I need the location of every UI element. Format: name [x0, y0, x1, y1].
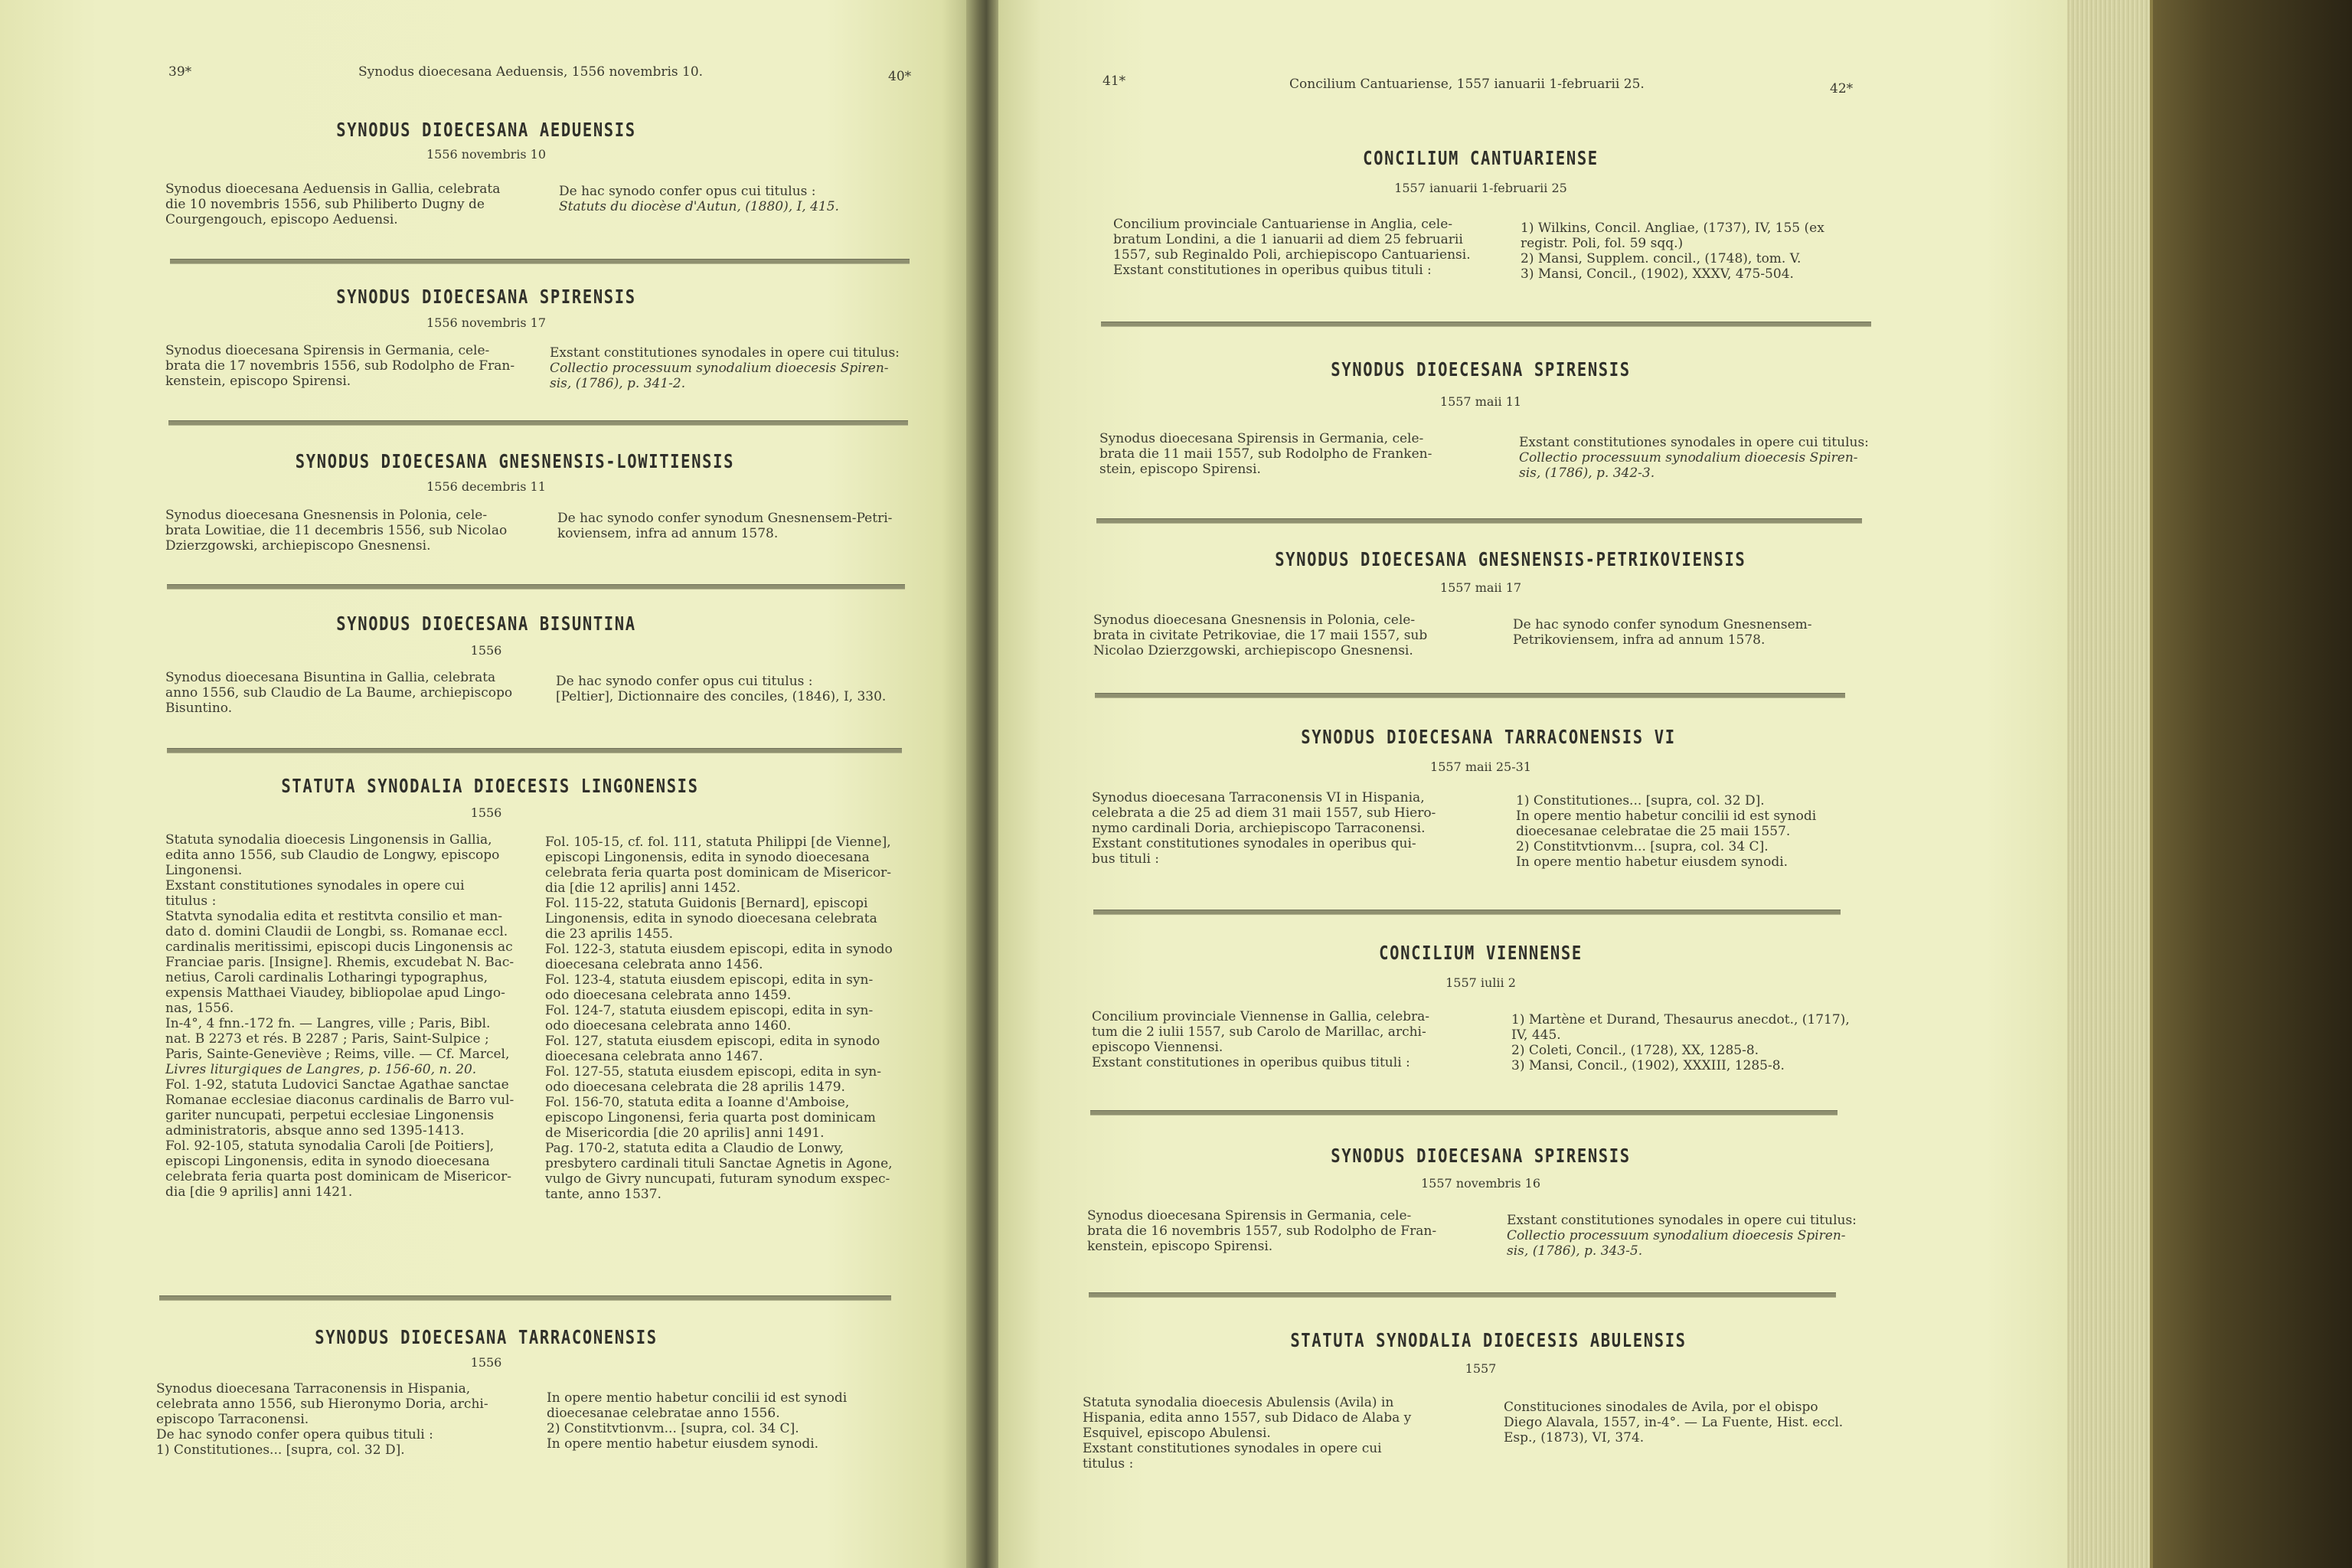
text-line: Synodus dioecesana Spirensis in Germania, cele- [1099, 431, 1424, 446]
text-line: Exstant constitutiones synodales in opere cui titulus: [550, 345, 900, 361]
text-line: expensis Matthaei Viaudey, bibliopolae apud Lingo- [165, 985, 505, 1001]
text-line: gariter nuncupati, perpetui ecclesiae Lingonensis [165, 1108, 495, 1123]
text-line: De hac synodo confer opus cui titulus : [556, 674, 813, 689]
right-page-running-title: Concilium Cantuariense, 1557 ianuarii 1-februarii 25. [1289, 77, 1645, 92]
text-line: episcopi Lingonensis, edita in synodo dioecesana [165, 1154, 490, 1169]
text-line: celebrata a die 25 ad diem 31 maii 1557, sub Hiero- [1092, 805, 1436, 821]
text-line: dato d. domini Claudii de Longbi, ss. Romanae eccl. [165, 924, 508, 939]
section-left-column [1083, 1395, 1481, 1472]
section-date: 1556 [470, 1355, 502, 1370]
section-divider [1096, 518, 1862, 524]
text-line: Fol. 123-4, statuta eiusdem episcopi, edita in syn- [545, 972, 874, 988]
text-line: brata die 17 novembris 1556, sub Rodolpho de Fran- [165, 358, 515, 374]
right-page-column-number-start: 41* [1102, 74, 1126, 89]
section-left-column [165, 832, 529, 1200]
text-line: bus tituli : [1092, 851, 1160, 867]
text-line: Hispania, edita anno 1557, sub Didaco de Alaba y [1083, 1410, 1412, 1426]
section-left-column [156, 1381, 520, 1458]
text-line: Exstant constitutiones synodales in operibus qui- [1092, 836, 1416, 851]
text-line: 1) Constitutiones... [supra, col. 32 D]. [156, 1442, 405, 1458]
text-line: Fol. 122-3, statuta eiusdem episcopi, edita in synodo [545, 942, 893, 957]
section-title: SYNODUS DIOECESANA SPIRENSIS [1331, 1145, 1631, 1167]
text-line: In opere mentio habetur eiusdem synodi. [1516, 854, 1788, 870]
text-line: Synodus dioecesana Gnesnensis in Polonia, cele- [165, 508, 488, 523]
section-right-column [1511, 1012, 1879, 1073]
section-date: 1557 ianuarii 1-februarii 25 [1394, 181, 1567, 195]
text-line: dioecesanae celebratae die 25 maii 1557. [1516, 824, 1791, 839]
text-line: koviensem, infra ad annum 1578. [557, 526, 779, 541]
section-title: SYNODUS DIOECESANA AEDUENSIS [336, 119, 636, 141]
text-line: 3) Mansi, Concil., (1902), XXXV, 475-504. [1521, 266, 1794, 282]
section-left-column [165, 670, 529, 716]
text-line: Exstant constitutiones in operibus quibus tituli : [1092, 1055, 1410, 1070]
text-line: dia [die 12 aprilis] anni 1452. [545, 880, 741, 896]
text-line: 2) Mansi, Supplem. concil., (1748), tom. V. [1521, 251, 1802, 266]
text-line: Collectio processuum synodalium dioecesis Spiren- [1519, 450, 1858, 466]
text-line: brata Lowitiae, die 11 decembris 1556, sub Nicolao [165, 523, 508, 538]
text-line: episcopo Tarraconensi. [156, 1412, 309, 1427]
section-right-column [559, 184, 919, 214]
text-line: Synodus dioecesana Tarraconensis VI in Hispania, [1092, 790, 1425, 805]
text-line: Fol. 1-92, statuta Ludovici Sanctae Agathae sanctae [165, 1077, 509, 1093]
section-left-column [1092, 1009, 1490, 1070]
page-edges [2067, 0, 2153, 1568]
section-title: SYNODUS DIOECESANA GNESNENSIS-LOWITIENSIS [295, 450, 735, 472]
text-line: Livres liturgiques de Langres, p. 156-60, n. 20. [165, 1062, 477, 1077]
section-right-column [1516, 793, 1883, 870]
text-line: [Peltier], Dictionnaire des conciles, (1846), I, 330. [556, 689, 887, 704]
text-line: Bisuntino. [165, 701, 233, 716]
text-line: episcopo Lingonensi, feria quarta post dominicam [545, 1110, 876, 1125]
text-line: Exstant constitutiones synodales in opere cui [1083, 1441, 1382, 1456]
section-divider [1101, 322, 1871, 327]
section-right-column [545, 835, 913, 1202]
text-line: Exstant constitutiones in operibus quibus tituli : [1113, 263, 1432, 278]
text-line: celebrata feria quarta post dominicam de Misericor- [545, 865, 891, 880]
text-line: odo dioecesana celebrata die 28 aprilis 1479. [545, 1080, 845, 1095]
text-line: In opere mentio habetur eiusdem synodi. [547, 1436, 819, 1452]
text-line: stein, episcopo Spirensi. [1099, 462, 1261, 477]
text-line: Synodus dioecesana Aeduensis in Gallia, celebrata [165, 181, 501, 197]
text-line: 2) Coleti, Concil., (1728), XX, 1285-8. [1511, 1043, 1759, 1058]
section-date: 1556 [470, 805, 502, 820]
text-line: Statuts du diocèse d'Autun, (1880), I, 415. [559, 199, 839, 214]
text-line: Esp., (1873), VI, 374. [1504, 1430, 1645, 1446]
text-line: sis, (1786), p. 343-5. [1507, 1243, 1643, 1259]
text-line: In opere mentio habetur concilii id est synodi [547, 1390, 848, 1406]
text-line: 2) Constitvtionvm... [supra, col. 34 C]. [1516, 839, 1769, 854]
book-cover [2153, 0, 2352, 1568]
section-title: SYNODUS DIOECESANA TARRACONENSIS VI [1301, 726, 1676, 748]
section-date: 1556 [470, 643, 502, 658]
text-line: Synodus dioecesana Tarraconensis in Hispania, [156, 1381, 471, 1396]
text-line: Synodus dioecesana Bisuntina in Gallia, celebrata [165, 670, 496, 685]
text-line: Paris, Sainte-Geneviève ; Reims, ville. — Cf. Marcel, [165, 1047, 510, 1062]
text-line: De hac synodo confer opera quibus tituli : [156, 1427, 433, 1442]
section-title: SYNODUS DIOECESANA SPIRENSIS [1331, 358, 1631, 381]
section-right-column [547, 1390, 906, 1452]
text-line: Statuta synodalia dioecesis Abulensis (Avila) in [1083, 1395, 1394, 1410]
text-line: tum die 2 iulii 1557, sub Carolo de Marillac, archi- [1092, 1024, 1426, 1040]
text-line: Exstant constitutiones synodales in opere cui titulus: [1519, 435, 1869, 450]
section-left-column [1113, 217, 1504, 278]
section-divider [167, 584, 905, 590]
text-line: brata die 16 novembris 1557, sub Rodolpho de Fran- [1087, 1223, 1437, 1239]
text-line: nas, 1556. [165, 1001, 234, 1016]
text-line: registr. Poli, fol. 59 sqq.) [1521, 236, 1684, 251]
text-line: bratum Londini, a die 1 ianuarii ad diem 25 februarii [1113, 232, 1463, 247]
section-right-column [557, 511, 917, 541]
text-line: brata die 11 maii 1557, sub Rodolpho de Franken- [1099, 446, 1432, 462]
section-date: 1557 novembris 16 [1420, 1176, 1541, 1191]
text-line: Synodus dioecesana Gnesnensis in Polonia, cele- [1093, 612, 1416, 628]
text-line: 2) Constitvtionvm... [supra, col. 34 C]. [547, 1421, 799, 1436]
section-divider [1093, 910, 1841, 915]
section-divider [1089, 1292, 1836, 1298]
left-page-running-title: Synodus dioecesana Aeduensis, 1556 novembris 10. [358, 64, 704, 80]
text-line: sis, (1786), p. 341-2. [550, 376, 686, 391]
text-line: 1) Constitutiones... [supra, col. 32 D]. [1516, 793, 1765, 808]
section-right-column [550, 345, 917, 391]
text-line: Fol. 127, statuta eiusdem episcopi, edita in synodo [545, 1034, 880, 1049]
left-page [0, 0, 971, 1568]
section-date: 1557 maii 17 [1439, 580, 1522, 595]
text-line: odo dioecesana celebrata anno 1459. [545, 988, 792, 1003]
text-line: cardinalis meritissimi, episcopi ducis Lingonensis ac [165, 939, 513, 955]
section-right-column [1521, 220, 1880, 282]
text-line: Fol. 127-55, statuta eiusdem episcopi, edita in syn- [545, 1064, 882, 1080]
section-divider [159, 1295, 891, 1301]
text-line: kenstein, episcopo Spirensi. [165, 374, 351, 389]
section-date: 1556 novembris 10 [426, 147, 547, 162]
text-line: netius, Caroli cardinalis Lotharingi typographus, [165, 970, 488, 985]
section-title: CONCILIUM CANTUARIENSE [1363, 147, 1599, 169]
section-left-column [1092, 790, 1490, 867]
text-line: 3) Mansi, Concil., (1902), XXXIII, 1285-8. [1511, 1058, 1785, 1073]
section-left-column [165, 181, 529, 227]
text-line: 1) Martène et Durand, Thesaurus anecdot., (1717), [1511, 1012, 1850, 1027]
right-page-column-number-end: 42* [1830, 81, 1854, 96]
text-line: dioecesanae celebratae anno 1556. [547, 1406, 780, 1421]
text-line: brata in civitate Petrikoviae, die 17 maii 1557, sub [1093, 628, 1428, 643]
section-divider [1095, 693, 1845, 698]
section-divider [1090, 1110, 1838, 1116]
text-line: nymo cardinali Doria, archiepiscopo Tarraconensi. [1092, 821, 1426, 836]
section-right-column [556, 674, 916, 704]
text-line: Lingonensi. [165, 863, 243, 878]
text-line: Statuta synodalia dioecesis Lingonensis in Gallia, [165, 832, 492, 848]
text-line: Exstant constitutiones synodales in opere cui [165, 878, 465, 893]
section-title: STATUTA SYNODALIA DIOECESIS ABULENSIS [1290, 1329, 1687, 1351]
section-left-column [1099, 431, 1498, 477]
section-divider [168, 420, 908, 426]
section-right-column [1513, 617, 1880, 648]
text-line: odo dioecesana celebrata anno 1460. [545, 1018, 792, 1034]
text-line: De hac synodo confer synodum Gnesnensem- [1513, 617, 1812, 632]
text-line: dia [die 9 aprilis] anni 1421. [165, 1184, 353, 1200]
section-divider [170, 259, 910, 264]
text-line: episcopi Lingonensis, edita in synodo dioecesana [545, 850, 870, 865]
text-line: administratoris, absque anno sed 1395-1413. [165, 1123, 465, 1138]
text-line: Dzierzgowski, archiepiscopo Gnesnensi. [165, 538, 431, 554]
text-line: Collectio processuum synodalium dioecesis Spiren- [1507, 1228, 1846, 1243]
section-date: 1557 maii 11 [1439, 394, 1522, 409]
text-line: Romanae ecclesiae diaconus cardinalis de Barro vul- [165, 1093, 514, 1108]
text-line: Pag. 170-2, statuta edita a Claudio de Lonwy, [545, 1141, 844, 1156]
text-line: tante, anno 1537. [545, 1187, 662, 1202]
section-right-column [1507, 1213, 1874, 1259]
text-line: celebrata anno 1556, sub Hieronymo Doria, archi- [156, 1396, 488, 1412]
section-date: 1557 iulii 2 [1446, 975, 1516, 990]
right-page [998, 0, 2070, 1568]
text-line: dioecesana celebrata anno 1456. [545, 957, 763, 972]
text-line: Fol. 105-15, cf. fol. 111, statuta Philippi [de Vienne], [545, 835, 891, 850]
text-line: Concilium provinciale Viennense in Gallia, celebra- [1092, 1009, 1430, 1024]
section-title: SYNODUS DIOECESANA SPIRENSIS [336, 286, 636, 308]
text-line: Nicolao Dzierzgowski, archiepiscopo Gnesnensi. [1093, 643, 1413, 658]
text-line: titulus : [165, 893, 217, 909]
text-line: presbytero cardinali tituli Sanctae Agnetis in Agone, [545, 1156, 893, 1171]
text-line: Fol. 92-105, statuta synodalia Caroli [de Poitiers], [165, 1138, 495, 1154]
text-line: kenstein, episcopo Spirensi. [1087, 1239, 1273, 1254]
section-date: 1557 [1465, 1361, 1497, 1376]
text-line: titulus : [1083, 1456, 1134, 1472]
text-line: episcopo Viennensi. [1092, 1040, 1223, 1055]
text-line: Fol. 115-22, statuta Guidonis [Bernard], episcopi [545, 896, 868, 911]
section-title: CONCILIUM VIENNENSE [1379, 942, 1583, 964]
text-line: Esquivel, episcopo Abulensi. [1083, 1426, 1271, 1441]
text-line: nat. B 2273 et rés. B 2287 ; Paris, Saint-Sulpice ; [165, 1031, 489, 1047]
text-line: dioecesana celebrata anno 1467. [545, 1049, 763, 1064]
text-line: Diego Alavala, 1557, in-4°. — La Fuente, Hist. eccl. [1504, 1415, 1844, 1430]
section-left-column [1093, 612, 1491, 658]
left-page-column-number-end: 40* [888, 69, 912, 84]
text-line: Lingonensis, edita in synodo dioecesana celebrata [545, 911, 877, 926]
text-line: Statvta synodalia edita et restitvta consilio et man- [165, 909, 503, 924]
text-line: Collectio processuum synodalium dioecesis Spiren- [550, 361, 889, 376]
text-line: 1) Wilkins, Concil. Angliae, (1737), IV, 155 (ex [1521, 220, 1824, 236]
text-line: Concilium provinciale Cantuariense in Anglia, cele- [1113, 217, 1453, 232]
text-line: IV, 445. [1511, 1027, 1561, 1043]
text-line: die 10 novembris 1556, sub Philiberto Dugny de [165, 197, 485, 212]
section-left-column [165, 343, 529, 389]
text-line: anno 1556, sub Claudio de La Baume, archiepiscopo [165, 685, 513, 701]
section-title: SYNODUS DIOECESANA GNESNENSIS-PETRIKOVIENSIS [1275, 548, 1746, 570]
text-line: Constituciones sinodales de Avila, por el obispo [1504, 1400, 1818, 1415]
section-right-column [1504, 1400, 1871, 1446]
section-date: 1556 novembris 17 [426, 315, 547, 330]
text-line: Courgengouch, episcopo Aeduensi. [165, 212, 398, 227]
text-line: sis, (1786), p. 342-3. [1519, 466, 1655, 481]
section-divider [167, 748, 902, 753]
section-right-column [1519, 435, 1886, 481]
book-gutter [966, 0, 1003, 1568]
section-title: SYNODUS DIOECESANA TARRACONENSIS [315, 1326, 658, 1348]
section-title: STATUTA SYNODALIA DIOECESIS LINGONENSIS [281, 775, 699, 797]
text-line: Synodus dioecesana Spirensis in Germania, cele- [165, 343, 490, 358]
text-line: De hac synodo confer synodum Gnesnensem-Petri- [557, 511, 893, 526]
text-line: Fol. 156-70, statuta edita a Ioanne d'Amboise, [545, 1095, 850, 1110]
text-line: Franciae paris. [Insigne]. Rhemis, excudebat N. Bac- [165, 955, 514, 970]
text-line: vulgo de Givry nuncupati, futuram synodum exspec- [545, 1171, 890, 1187]
text-line: Synodus dioecesana Spirensis in Germania, cele- [1087, 1208, 1412, 1223]
section-left-column [1087, 1208, 1485, 1254]
text-line: De hac synodo confer opus cui titulus : [559, 184, 816, 199]
text-line: In opere mentio habetur concilii id est synodi [1516, 808, 1817, 824]
text-line: Exstant constitutiones synodales in opere cui titulus: [1507, 1213, 1857, 1228]
text-line: edita anno 1556, sub Claudio de Longwy, episcopo [165, 848, 500, 863]
section-date: 1556 decembris 11 [426, 479, 546, 494]
text-line: In-4°, 4 fnn.-172 fn. — Langres, ville ; Paris, Bibl. [165, 1016, 491, 1031]
text-line: die 23 aprilis 1455. [545, 926, 674, 942]
text-line: de Misericordia [die 20 aprilis] anni 1491. [545, 1125, 825, 1141]
section-title: SYNODUS DIOECESANA BISUNTINA [336, 612, 636, 635]
text-line: Petrikoviensem, infra ad annum 1578. [1513, 632, 1766, 648]
left-page-column-number-start: 39* [168, 64, 192, 80]
section-date: 1557 maii 25-31 [1430, 760, 1531, 774]
text-line: Fol. 124-7, statuta eiusdem episcopi, edita in syn- [545, 1003, 874, 1018]
section-left-column [165, 508, 529, 554]
text-line: celebrata feria quarta post dominicam de Misericor- [165, 1169, 511, 1184]
text-line: 1557, sub Reginaldo Poli, archiepiscopo Cantuariensi. [1113, 247, 1471, 263]
